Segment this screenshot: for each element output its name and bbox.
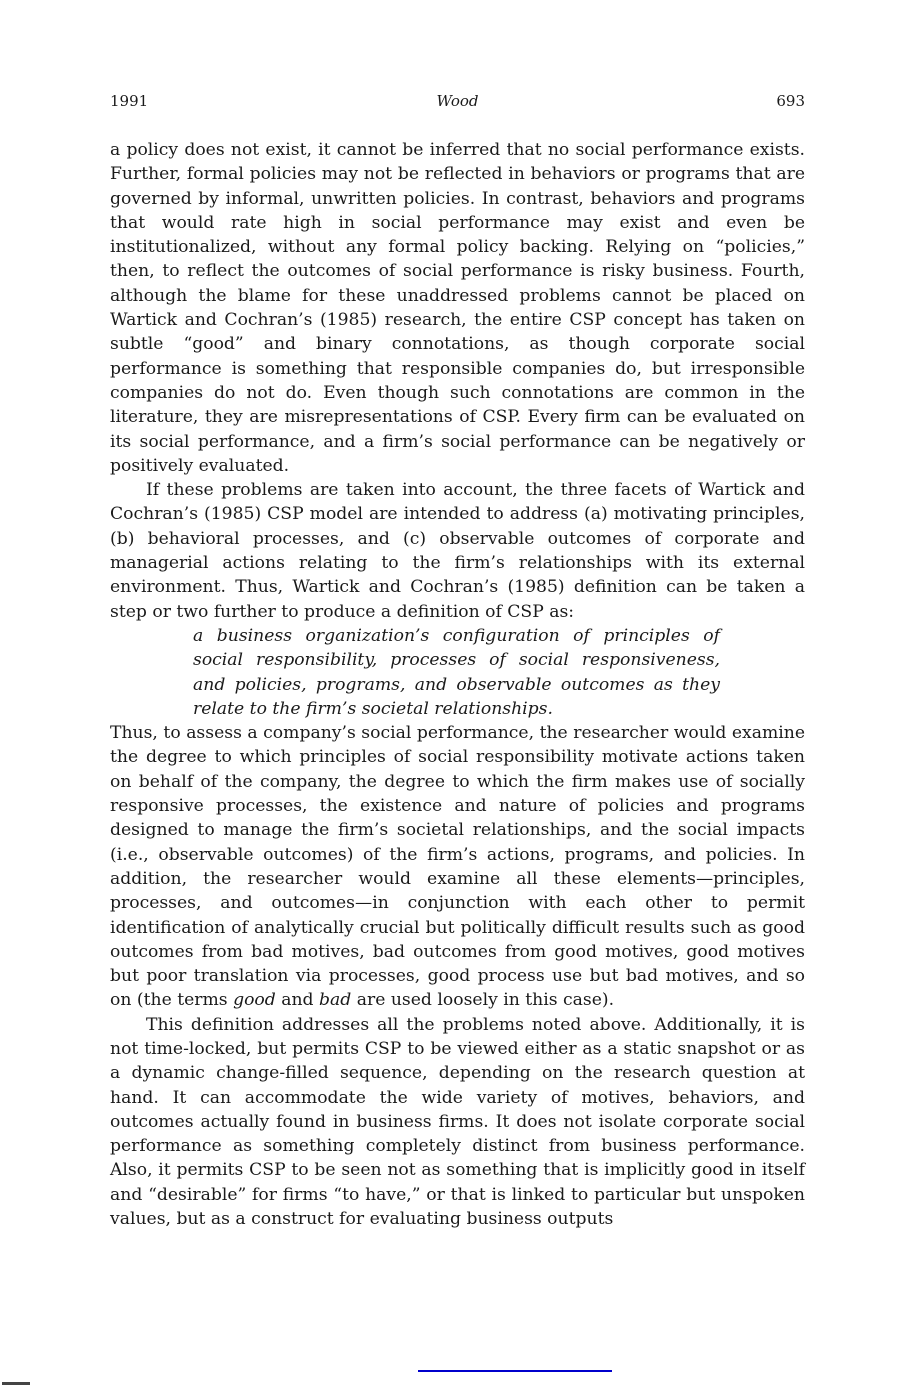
conjunction-text: and [275, 990, 320, 1011]
term-good: good [233, 990, 276, 1011]
term-bad: bad [319, 990, 352, 1011]
body-text [110, 138, 805, 1231]
paragraph-csp-facets: If these problems are taken into account, the three facets of Wartick and Cochran’s (1985) CSP model are intended to address (a) motivating principles, (b) behavioral processes, and (c) observable outcomes of corporate and managerial actions relating to the firm’s relationships with its external environment. Thus, Wartick and Cochran’s (1985) definition can be taken a step or two further to produce a definition of CSP as: [110, 480, 805, 622]
csp-definition-quote: a business organization’s configuration of principles of social responsibility, processes of social responsiveness, and policies, programs, and observable outcomes as they relate to the firm’s societal relationships. [193, 625, 720, 719]
page-number: 693 [776, 92, 805, 110]
assessment-text: Thus, to assess a company’s social performance, the researcher would examine the degree to which principles of social responsibility motivate actions taken on behalf of the company, the degree to which the firm makes use of socially responsive processes, the existence and nature of policies and programs designed to manage the firm’s societal relationships, and the social impacts (i.e., observable outcomes) of the firm’s actions, programs, and policies. In addition, the researcher would examine all these elements—principles, processes, and outcomes—in conjunction with each other to permit identification of analytically crucial but politically difficult results such as good outcomes from bad motives, bad outcomes from good motives, good motives but poor translation via processes, good process use but bad motives, and so on (the terms [110, 723, 805, 1011]
paragraph-assessment [110, 721, 805, 1013]
header-year: 1991 [110, 92, 149, 110]
header-author: Wood [436, 92, 479, 110]
running-header [110, 92, 805, 114]
paragraph-definition-benefits: This definition addresses all the problems noted above. Additionally, it is not time-locked, but permits CSP to be viewed either as a static snapshot or as a dynamic change-filled sequence, depending on the research question at hand. It can accommodate the wide variety of motives, behaviors, and outcomes actually found in business firms. It does not isolate corporate social performance as something completely distinct from business performance. Also, it permits CSP to be seen not as something that is implicitly good in itself and “desirable” for firms “to have,” or that is linked to particular but unspoken values, but as a construct for evaluating business outputs [110, 1014, 805, 1230]
footer-rule [418, 1370, 612, 1372]
paragraph-continuation: a policy does not exist, it cannot be inferred that no social performance exists. Further, formal policies may not be reflected in behaviors or programs that are governed by informal, unwritten policies. In contrast, behaviors and programs that would rate high in social performance may exist and even be institutionalized, without any formal policy backing. Relying on “policies,” then, to reflect the outcomes of social performance is risky business. Fourth, although the blame for these unaddressed problems cannot be placed on Wartick and Cochran’s (1985) research, the entire CSP concept has taken on subtle “good” and binary connotations, as though corporate social performance is something that responsible companies do, but irresponsible companies do not do. Even though such connotations are common in the literature, they are misrepresentations of CSP. Every firm can be evaluated on its social performance, and a firm’s social performance can be negatively or positively evaluated. [110, 140, 805, 476]
assessment-text-end: are used loosely in this case). [351, 990, 615, 1011]
